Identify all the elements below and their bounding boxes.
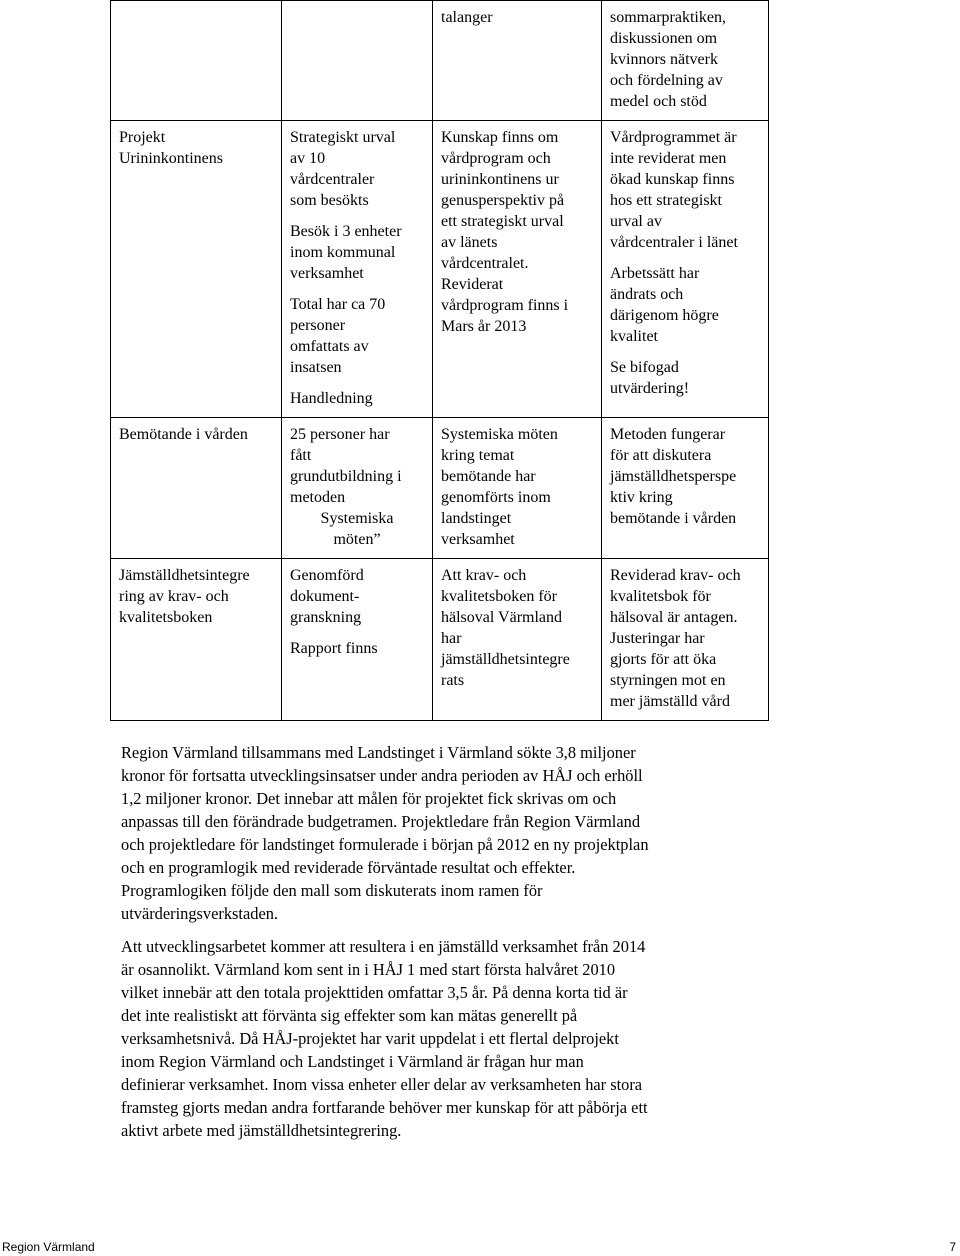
- cell-paragraph: [610, 127, 760, 253]
- text-line: för att diskutera: [610, 447, 712, 464]
- text-line: Reviderad krav- och: [610, 567, 741, 584]
- text-line: har: [441, 630, 462, 647]
- text-line: insatsen: [290, 359, 342, 376]
- text-line: Metoden fungerar: [610, 426, 726, 443]
- text-line: medel och stöd: [610, 93, 707, 110]
- text-line: ändrats och: [610, 286, 684, 303]
- text-line: Programlogiken följde den mall som diskuterats inom ramen för: [121, 881, 543, 900]
- text-line: bemötande i vården: [610, 510, 737, 527]
- text-line: Urininkontinens: [119, 150, 223, 167]
- cell-paragraph: [290, 294, 424, 378]
- text-line: landstinget: [441, 510, 512, 527]
- cell-paragraph: [290, 127, 424, 211]
- cell-text: [119, 127, 273, 169]
- cell-text: talanger: [441, 9, 493, 26]
- cell-paragraph: [441, 274, 593, 337]
- text-line: Mars år 2013: [441, 318, 527, 335]
- text-line: kvinnors nätverk: [610, 51, 718, 68]
- text-line: diskussionen om: [610, 30, 718, 47]
- text-line: definierar verksamhet. Inom vissa enheter eller delar av verksamheten har stora: [121, 1075, 643, 1094]
- table-cell: [433, 121, 602, 418]
- text-line: Att krav- och: [441, 567, 527, 584]
- cell-text: [610, 424, 760, 529]
- cell-text: [119, 424, 273, 445]
- table-cell: [282, 121, 433, 418]
- text-line: rats: [441, 672, 465, 689]
- text-line: sommarpraktiken,: [610, 9, 726, 26]
- text-line: verksamhet: [290, 265, 364, 282]
- text-line: personer: [290, 317, 346, 334]
- cell-paragraph: [290, 565, 424, 628]
- text-line: Kunskap finns om: [441, 129, 559, 146]
- text-line: ktiv kring: [610, 489, 673, 506]
- text-line: Rapport finns: [290, 640, 378, 657]
- body-paragraph: [121, 741, 771, 925]
- text-line: hos ett strategiskt: [610, 192, 722, 209]
- cell-text: [610, 7, 760, 112]
- text-line: det inte realistiskt att förvänta sig effekter som kan mätas generellt på: [121, 1006, 578, 1025]
- text-line: är osannolikt. Värmland kom sent in i HÅJ 1 med start första halvåret 2010: [121, 960, 616, 979]
- cell-text: [290, 424, 424, 550]
- cell-paragraph: [441, 127, 593, 274]
- table-row: [111, 418, 769, 559]
- table-cell: [111, 559, 282, 721]
- text-line: Projekt: [119, 129, 166, 146]
- results-table: [110, 0, 769, 721]
- cell-text: [119, 565, 273, 628]
- text-line: kvalitetsboken för: [441, 588, 557, 605]
- table-row: [111, 1, 769, 121]
- table-cell: [433, 1, 602, 121]
- text-line: Att utvecklingsarbetet kommer att resultera i en jämställd verksamhet från 2014: [121, 937, 646, 956]
- table-cell: [111, 121, 282, 418]
- text-line: Besök i 3 enheter: [290, 223, 402, 240]
- text-line: ett strategiskt urval: [441, 213, 564, 230]
- text-line: hälsoval är antagen.: [610, 609, 738, 626]
- text-line: därigenom högre: [610, 307, 719, 324]
- text-line: och en programlogik med reviderade förväntade resultat och effekter.: [121, 858, 576, 877]
- text-line: genusperspektiv på: [441, 192, 565, 209]
- text-line: fått: [290, 447, 312, 464]
- text-line: inte reviderat men: [610, 150, 727, 167]
- cell-text: [441, 424, 593, 550]
- text-line: kvalitetsbok för: [610, 588, 711, 605]
- text-line: ring av krav- och: [119, 588, 229, 605]
- table-cell: [282, 1, 433, 121]
- cell-paragraph: [610, 263, 760, 347]
- table-cell: [602, 418, 769, 559]
- text-line: urininkontinens ur: [441, 171, 559, 188]
- text-line: som besökts: [290, 192, 369, 209]
- text-line: 25 personer har: [290, 426, 390, 443]
- text-line: hälsoval Värmland: [441, 609, 563, 626]
- table-row: [111, 559, 769, 721]
- text-line: 1,2 miljoner kronor. Det innebar att målen för projektet fick skrivas om och: [121, 789, 617, 808]
- text-line: jämställdhetsperspe: [610, 468, 737, 485]
- text-line: mer jämställd vård: [610, 693, 730, 710]
- cell-text: [441, 565, 593, 691]
- text-line: anpassas till den förändrade budgetramen. Projektledare från Region Värmland: [121, 812, 641, 831]
- text-line: inom kommunal: [290, 244, 396, 261]
- text-line: Total har ca 70: [290, 296, 386, 313]
- table-cell: [433, 418, 602, 559]
- text-line: kvalitet: [610, 328, 658, 345]
- text-line: Se bifogad: [610, 359, 679, 376]
- body-paragraph: [121, 935, 771, 1142]
- text-line: Region Värmland tillsammans med Landstinget i Värmland sökte 3,8 miljoner: [121, 743, 636, 762]
- text-line: av 10: [290, 150, 326, 167]
- text-line: vårdprogram och: [441, 150, 551, 167]
- text-line: Genomförd: [290, 567, 364, 584]
- text-line: Strategiskt urval: [290, 129, 396, 146]
- text-line: verksamhet: [441, 531, 515, 548]
- text-line: urval av: [610, 213, 662, 230]
- cell-paragraph: [290, 221, 424, 284]
- text-line: vårdcentraler: [290, 171, 375, 188]
- text-line: Jämställdhetsintegre: [119, 567, 250, 584]
- table-cell: [433, 559, 602, 721]
- table-cell: [111, 418, 282, 559]
- text-line: Systemiska möten: [441, 426, 558, 443]
- text-line: inom Region Värmland och Landstinget i Värmland är frågan hur man: [121, 1052, 584, 1071]
- table-cell: [602, 559, 769, 721]
- text-line: jämställdhetsintegre: [441, 651, 570, 668]
- text-line: och fördelning av: [610, 72, 723, 89]
- text-line: dokument-: [290, 588, 360, 605]
- page-number: 7: [949, 1240, 956, 1254]
- text-line: omfattats av: [290, 338, 369, 355]
- cell-paragraph: [290, 638, 424, 659]
- text-line: vårdprogram finns i: [441, 297, 569, 314]
- text-line: gjorts för att öka: [610, 651, 717, 668]
- text-line: vårdcentralet.: [441, 255, 529, 272]
- text-line: vårdcentraler i länet: [610, 234, 738, 251]
- cell-paragraph: [610, 357, 760, 399]
- text-line: kronor för fortsatta utvecklingsinsatser under andra perioden av HÅJ och erhöll: [121, 766, 643, 785]
- text-line: framsteg gjorts medan andra fortfarande behöver mer kunskap för att påbörja ett: [121, 1098, 648, 1117]
- text-line: ökad kunskap finns: [610, 171, 735, 188]
- text-line: utvärderingsverkstaden.: [121, 904, 279, 923]
- table-cell: [282, 418, 433, 559]
- table-cell: [111, 1, 282, 121]
- cell-paragraph: [290, 388, 424, 409]
- text-line: Systemiska: [320, 510, 394, 527]
- text-line: genomförts inom: [441, 489, 551, 506]
- text-line: vilket innebär att den totala projekttiden omfattar 3,5 år. På denna korta tid är: [121, 983, 628, 1002]
- text-line: styrningen mot en: [610, 672, 726, 689]
- text-line: metoden: [290, 489, 346, 506]
- text-line: och projektledare för landstinget formulerade i början på 2012 en ny projektplan: [121, 835, 649, 854]
- text-line: Handledning: [290, 390, 373, 407]
- text-line: kvalitetsboken: [119, 609, 213, 626]
- text-line: utvärdering!: [610, 380, 690, 397]
- text-line: verksamhetsnivå. Då HÅJ-projektet har varit uppdelat i ett flertal delprojekt: [121, 1029, 619, 1048]
- text-line: aktivt arbete med jämställdhetsintegrering.: [121, 1121, 402, 1140]
- footer-organization: Region Värmland: [2, 1240, 95, 1254]
- text-line: granskning: [290, 609, 362, 626]
- text-line: bemötande har: [441, 468, 536, 485]
- text-line: Bemötande i vården: [119, 426, 248, 443]
- cell-text: [610, 565, 760, 712]
- table-cell: [282, 559, 433, 721]
- text-line: Justeringar har: [610, 630, 705, 647]
- text-line: möten”: [333, 531, 381, 548]
- table-row: [111, 121, 769, 418]
- text-line: Vårdprogrammet är: [610, 129, 737, 146]
- text-line: Reviderat: [441, 276, 504, 293]
- table-cell: [602, 1, 769, 121]
- text-line: av länets: [441, 234, 498, 251]
- table-cell: [602, 121, 769, 418]
- text-line: grundutbildning i: [290, 468, 402, 485]
- text-line: kring temat: [441, 447, 515, 464]
- text-line: Arbetssätt har: [610, 265, 700, 282]
